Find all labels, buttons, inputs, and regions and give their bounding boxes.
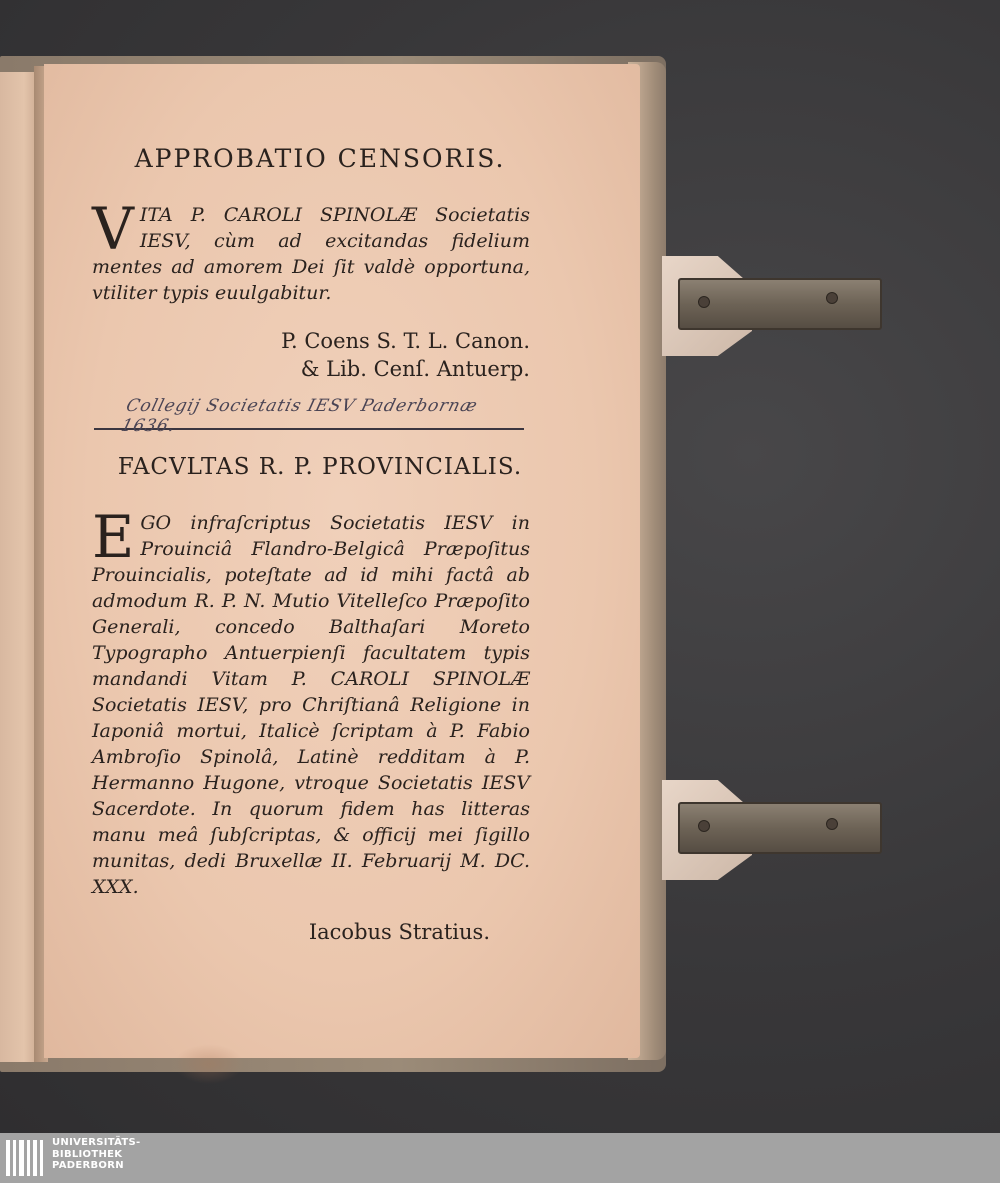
clasp-metal-plate — [678, 802, 882, 854]
approbatio-heading: APPROBATIO CENSORIS. — [134, 144, 506, 173]
rivet — [698, 820, 710, 832]
rivet — [698, 296, 710, 308]
library-logo-icon — [6, 1140, 44, 1176]
upper-clasp — [658, 256, 888, 366]
censor-line-1: P. Coens S. T. L. Canon. — [281, 329, 530, 353]
approbatio-dropcap: V — [92, 195, 134, 263]
library-logo-text[interactable] — [52, 1137, 141, 1172]
page-stain — [174, 1044, 244, 1084]
facultas-paragraph — [92, 503, 530, 900]
signature: Iacobus Stratius. — [308, 920, 490, 944]
rivet — [826, 818, 838, 830]
logo-line-2: BIBLIOTHEK — [52, 1148, 123, 1160]
approbatio-paragraph — [92, 195, 530, 306]
facultas-dropcap: E — [92, 503, 135, 571]
ownership-inscription — [94, 392, 524, 436]
approbatio-text: ITA P. CAROLI SPINOLÆ Societatis IESV, cùm ad excitandas fidelium mentes ad amorem Dei ſit valdè opportuna, vtiliter typis euulgabitur. — [92, 204, 530, 304]
handwritten-inscription: Collegij Societatis IESV Paderbornæ 1636. — [119, 396, 480, 436]
facultas-text: GO infraſcriptus Societatis IESV in Prouinciâ Flandro-Belgicâ Præpoſitus Prouincialis, poteſtate ad id mihi factâ ab admodum R. P. N. Mutio Vitelleſco Præpoſito Generali, concedo Balthaſari Moreto Typographo Antuerpienſi facultatem typis mandandi Vitam P. CAROLI SPINOLÆ Societatis IESV, pro Chriſtianâ Religione in Iaponiâ mortui, Italicè ſcriptam à P. Fabio Ambroſio Spinolâ, Latinè redditam à P. Hermanno Hugone, vtroque Societatis IESV Sacerdote. In quorum fidem has litteras manu meâ ſubſcriptas, & officij mei ſigillo munitas, dedi Bruxellæ II. Februarij M. DC. XXX. — [92, 512, 530, 898]
lower-clasp — [658, 780, 888, 890]
censor-line-2: & Lib. Cenſ. Antuerp. — [300, 357, 530, 381]
logo-line-1: UNIVERSITÄTS- — [52, 1137, 141, 1148]
facultas-heading: FACVLTAS R. P. PROVINCIALIS. — [117, 454, 523, 480]
rivet — [826, 292, 838, 304]
clasp-metal-plate — [678, 278, 882, 330]
footer-bar — [0, 1133, 1000, 1183]
logo-line-3: PADERBORN — [52, 1160, 124, 1171]
